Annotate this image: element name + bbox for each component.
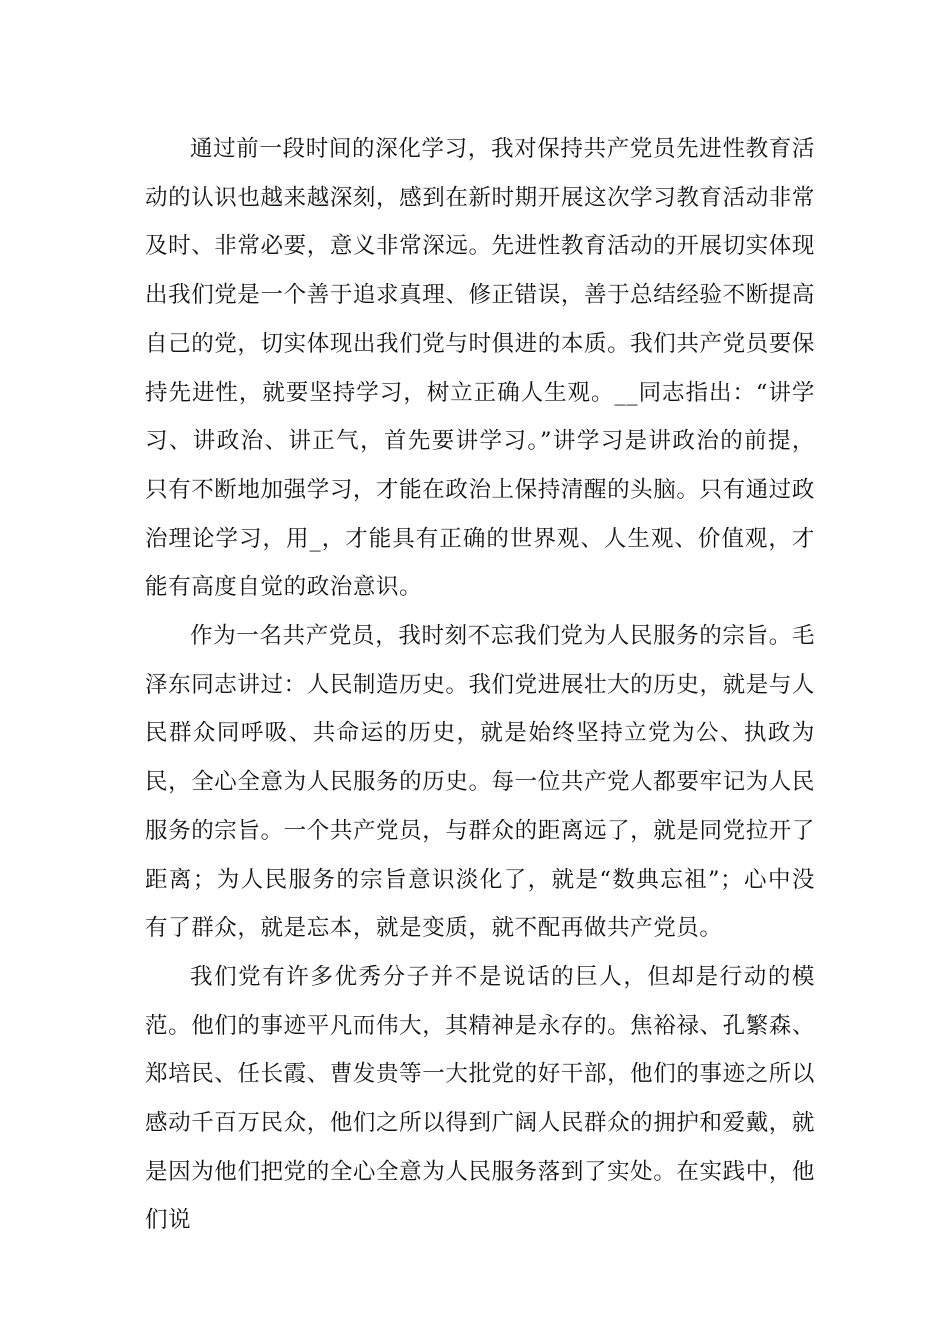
paragraph-1: 通过前一段时间的深化学习，我对保持共产党员先进性教育活动的认识也越来越深刻，感到在新时期开展这次学习教育活动非常及时、非常必要，意义非常深远。先进性教育活动的开展切实体现出我们党是一个善于追求真理、修正错误，善于总结经验不断提高自己的党，切实体现出我们党与时俱进的本质。我们共产党员要保持先进性，就要坚持学习，树立正确人生观。__同志指出：“讲学习、讲政治、讲正气，首先要讲学习。”讲学习是讲政治的前提，只有不断地加强学习，才能在政治上保持清醒的头脑。只有通过政治理论学习，用_，才能具有正确的世界观、人生观、价值观，才能有高度自觉的政治意识。 xyxy=(145,136,815,601)
paragraph-2: 作为一名共产党员，我时刻不忘我们党为人民服务的宗旨。毛泽东同志讲过：人民制造历史。我们党进展壮大的历史，就是与人民群众同呼吸、共命运的历史，就是始终坚持立党为公、执政为民，全心全意为人民服务的历史。每一位共产党人都要牢记为人民服务的宗旨。一个共产党员，与群众的距离远了，就是同党拉开了距离；为人民服务的宗旨意识淡化了，就是“数典忘祖”；心中没有了群众，就是忘本，就是变质，就不配再做共产党员。 xyxy=(145,623,815,942)
document-body xyxy=(145,125,815,1245)
paragraph-3: 我们党有许多优秀分子并不是说话的巨人，但却是行动的模范。他们的事迹平凡而伟大，其精神是永存的。焦裕禄、孔繁森、郑培民、任长霞、曹发贵等一大批党的好干部，他们的事迹之所以感动千百万民众，他们之所以得到广阔人民群众的拥护和爱戴，就是因为他们把党的全心全意为人民服务落到了实处。在实践中，他们说 xyxy=(145,963,815,1234)
